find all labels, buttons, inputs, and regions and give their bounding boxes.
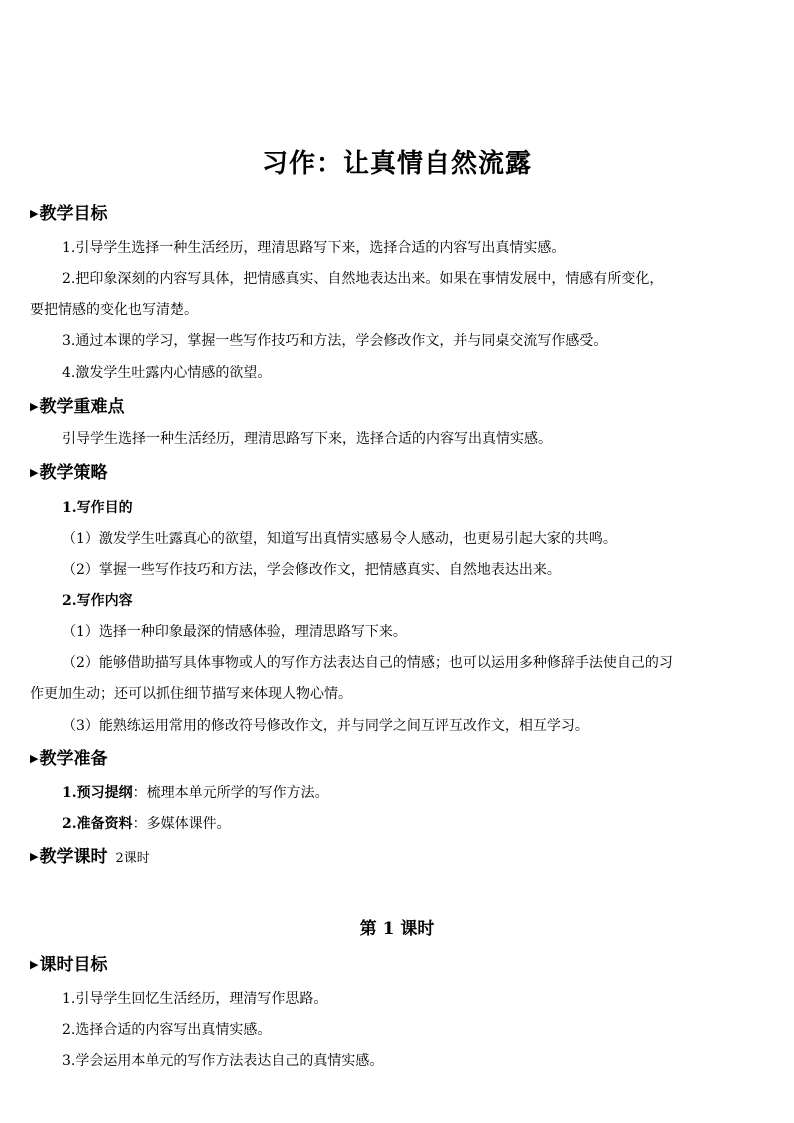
section-heading-label: 教学课时 (39, 847, 108, 867)
triangle-marker-icon: ▶ (30, 466, 39, 479)
preparation-item-2-lead: 2.准备资料 (62, 816, 133, 832)
lesson-goal-item-3: 3.学会运用本单元的写作方法表达自己的真情实感。 (62, 1053, 384, 1069)
section-heading-preparation (30, 748, 107, 770)
section-heading-goals (30, 203, 107, 225)
periods-value: 2课时 (115, 851, 150, 866)
preparation-item-1-lead: 1.预习提纲 (62, 785, 133, 801)
section-heading-periods (30, 846, 150, 870)
section-heading-label: 教学策略 (39, 463, 108, 483)
goal-item-4: 4.激发学生吐露内心情感的欲望。 (62, 365, 272, 381)
triangle-marker-icon: ▶ (30, 752, 39, 765)
strategy-purpose-item-2: （2）掌握一些写作技巧和方法，学会修改作文，把情感真实、自然地表达出来。 (62, 562, 561, 578)
strategy-content-item-2-cont: 作更加生动；还可以抓住细节描写来体现人物心情。 (30, 686, 352, 702)
goal-item-2: 2.把印象深刻的内容写具体，把情感真实、自然地表达出来。如果在事情发展中，情感有所变化， (62, 271, 664, 287)
section-heading-key-points (30, 396, 124, 418)
strategy-content-item-2: （2）能够借助描写具体事物或人的写作方法表达自己的情感；也可以运用多种修辞手法使自己的习 (62, 655, 673, 671)
section-heading-label: 课时目标 (39, 955, 108, 975)
page-title: 习作：让真情自然流露 (261, 149, 532, 179)
section-heading-label: 教学准备 (39, 749, 108, 769)
strategy-content-item-3: （3）能熟练运用常用的修改符号修改作文，并与同学之间互评互改作文，相互学习。 (62, 718, 589, 734)
goal-item-1: 1.引导学生选择一种生活经历，理清思路写下来，选择合适的内容写出真情实感。 (62, 240, 566, 256)
section-heading-strategy (30, 462, 107, 484)
strategy-subheading-purpose: 1.写作目的 (62, 500, 133, 516)
triangle-marker-icon: ▶ (30, 850, 39, 863)
preparation-item-1-text: ：梳理本单元所学的写作方法。 (132, 785, 329, 801)
strategy-content-item-1: （1）选择一种印象最深的情感体验，理清思路写下来。 (62, 624, 407, 640)
preparation-item-2-text: ：多媒体课件。 (132, 816, 231, 832)
triangle-marker-icon: ▶ (30, 400, 39, 413)
strategy-subheading-content: 2.写作内容 (62, 593, 133, 609)
lesson-goal-item-2: 2.选择合适的内容写出真情实感。 (62, 1022, 272, 1038)
lesson-goal-item-1: 1.引导学生回忆生活经历，理清写作思路。 (62, 991, 328, 1007)
lesson-title: 第 1 课时 (359, 919, 435, 939)
goal-item-2-cont: 要把情感的变化也写清楚。 (30, 302, 198, 318)
section-heading-label: 教学目标 (39, 204, 108, 224)
strategy-purpose-item-1: （1）激发学生吐露真心的欲望，知道写出真情实感易令人感动，也更易引起大家的共鸣。 (62, 531, 617, 547)
preparation-item-2 (62, 814, 231, 834)
key-points-text: 引导学生选择一种生活经历，理清思路写下来，选择合适的内容写出真情实感。 (62, 431, 552, 447)
goal-item-3: 3.通过本课的学习，掌握一些写作技巧和方法，学会修改作文，并与同桌交流写作感受。 (62, 333, 608, 349)
section-heading-lesson-goals (30, 954, 107, 976)
triangle-marker-icon: ▶ (30, 958, 39, 971)
section-heading-label: 教学重难点 (39, 397, 125, 417)
preparation-item-1 (62, 783, 329, 803)
triangle-marker-icon: ▶ (30, 207, 39, 220)
